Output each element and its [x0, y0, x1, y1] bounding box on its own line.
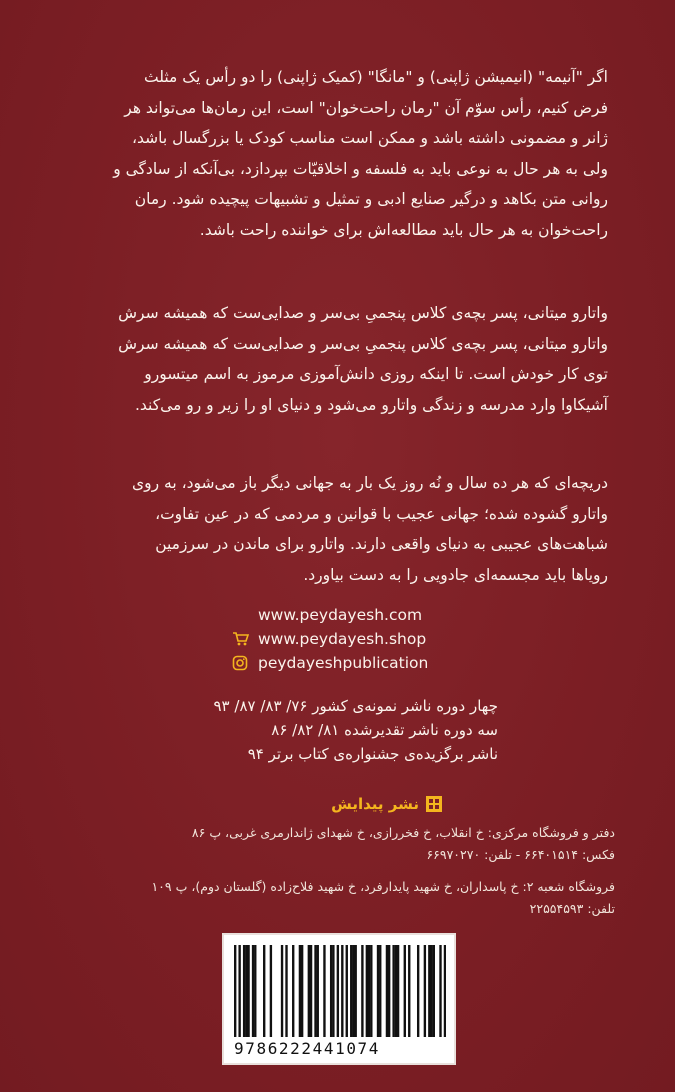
barcode-bar: [361, 945, 363, 1037]
story-paragraph: [68, 298, 608, 420]
text-line: واتارو میتانی، پسر بچه‌ی کلاس پنجمیِ بی‌سر و صدایی‌ست که همیشه سرش: [118, 304, 608, 322]
barcode-bar: [285, 945, 287, 1037]
barcode-bar: [439, 945, 441, 1037]
instagram-handle[interactable]: peydayeshpublication: [258, 654, 429, 672]
address-line: دفتر و فروشگاه مرکزی: خ انقلاب، خ فخررازی، خ شهدای ژاندارمری غربی، پ ۸۶: [191, 825, 615, 840]
barcode-bar: [350, 945, 352, 1037]
barcode-bar: [330, 945, 332, 1037]
award-line: ناشر برگزیده‌ی جشنواره‌ی کتاب برتر ۹۴: [247, 745, 498, 763]
barcode-bar: [252, 945, 254, 1037]
website-url[interactable]: www.peydayesh.com: [258, 606, 423, 624]
barcode-bar: [368, 945, 370, 1037]
barcode-bars: [234, 945, 446, 1037]
intro-paragraph: [68, 62, 608, 245]
barcode-bar: [234, 945, 236, 1037]
barcode-bar: [444, 945, 446, 1037]
barcode-bar: [379, 945, 381, 1037]
isbn-barcode: [222, 933, 456, 1065]
text-line: واتارو گشوده شده؛ جهانی عجیب با قوانین و مردمی که در عین تفاوت،: [155, 504, 608, 523]
publisher-name: نشر پیدایش: [331, 795, 419, 813]
barcode-bar: [392, 945, 394, 1037]
barcode-bar: [355, 945, 357, 1037]
publisher-awards: [78, 694, 498, 766]
text-line: آشیکاوا وارد مدرسه و زندگی واتارو می‌شود و دنیای او را زیر و رو می‌کند.: [134, 395, 608, 414]
instagram-icon: [232, 655, 252, 671]
barcode-bar: [388, 945, 390, 1037]
barcode-bar: [395, 945, 397, 1037]
barcode-bar: [323, 945, 325, 1037]
text-line: اگر "آنیمه" (انیمیشن ژاپنی) و "مانگا" (کمیک ژاپنی) را دو رأس یک مثلث: [143, 68, 608, 86]
main-store-address: [55, 822, 615, 866]
barcode-bar: [301, 945, 303, 1037]
barcode-bar: [247, 945, 249, 1037]
barcode-bar: [317, 945, 319, 1037]
barcode-bar: [417, 945, 419, 1037]
text-line: شباهت‌های عجیبی به دنیای واقعی دارند. واتارو برای ماندن در سرزمین: [155, 535, 608, 553]
barcode-bar: [310, 945, 312, 1037]
barcode-bar: [308, 945, 310, 1037]
address-line: فروشگاه شعبه ۲: خ پاسداران، خ شهید پایدارفرد، خ شهید فلاح‌زاده (گلستان دوم)، پ ۱۰۹: [151, 879, 615, 894]
barcode-bar: [245, 945, 247, 1037]
isbn-number: 9786222441074: [234, 1039, 381, 1058]
text-line: ولی به هر حال به نوعی باید به فلسفه و اخلاقیّات بپردازد، بی‌آنکه از سادگی و: [113, 159, 608, 178]
text-line: راحت‌خوان به هر حال باید مطالعه‌اش برای خواننده راحت باشد.: [199, 220, 608, 239]
barcode-bar: [430, 945, 432, 1037]
text-line: رویاها باید مجسمه‌ای جادویی را به دست بیاورد.: [303, 565, 608, 584]
barcode-bar: [292, 945, 294, 1037]
barcode-bar: [238, 945, 240, 1037]
text-line: واتارو میتانی، پسر بچه‌ی کلاس پنجمیِ بی‌سر و صدایی‌ست که همیشه سرش: [118, 334, 608, 353]
branch-store-address: [55, 876, 615, 920]
publisher-links: [232, 603, 462, 675]
barcode-bar: [386, 945, 388, 1037]
plot-paragraph: [68, 468, 608, 590]
barcode-bar: [370, 945, 372, 1037]
barcode-bar: [314, 945, 316, 1037]
barcode-bar: [299, 945, 301, 1037]
award-line: چهار دوره ناشر نمونه‌ی کشور ۷۶/ ۸۳/ ۸۷/ ۹۳: [213, 697, 498, 715]
barcode-bar: [254, 945, 256, 1037]
barcode-bar: [337, 945, 339, 1037]
barcode-bar: [433, 945, 435, 1037]
barcode-bar: [352, 945, 354, 1037]
publisher-logo-icon: [425, 795, 443, 813]
barcode-bar: [377, 945, 379, 1037]
cart-icon: [232, 631, 252, 647]
barcode-bar: [243, 945, 245, 1037]
barcode-bar: [404, 945, 406, 1037]
barcode-bar: [332, 945, 334, 1037]
barcode-bar: [424, 945, 426, 1037]
publisher-brand: [331, 795, 443, 813]
shop-url[interactable]: www.peydayesh.shop: [258, 630, 427, 648]
barcode-bar: [281, 945, 283, 1037]
text-line: روانی متن بکاهد و درگیر صنایع ادبی و تمثیل و تشبیهات پیچیده شود. رمان: [134, 190, 608, 208]
barcode-bar: [346, 945, 348, 1037]
text-line: دریچه‌ای که هر ده سال و نُه روز یک بار به جهانی دیگر باز می‌شود، به روی: [132, 474, 608, 492]
instagram-link[interactable]: [232, 651, 462, 675]
barcode-bar: [366, 945, 368, 1037]
contact-line: فکس: ۶۶۴۰۱۵۱۴ - تلفن: ۶۶۹۷۰۲۷۰: [426, 847, 615, 862]
barcode-bar: [397, 945, 399, 1037]
barcode-bar: [341, 945, 343, 1037]
text-line: ژانر و مضمونی داشته باشد و ممکن است مناسب کودک یا بزرگسال باشد،: [132, 129, 608, 147]
contact-line: تلفن: ۲۲۵۵۴۵۹۳: [529, 901, 615, 916]
barcode-bar: [428, 945, 430, 1037]
website-link[interactable]: [232, 603, 462, 627]
barcode-bar: [270, 945, 272, 1037]
text-line: توی کار خودش است. تا اینکه روزی دانش‌آموزی مرموز به اسم میتسورو: [144, 365, 608, 383]
award-line: سه دوره ناشر تقدیرشده ۸۱/ ۸۲/ ۸۶: [271, 721, 498, 739]
shop-link[interactable]: [232, 627, 462, 651]
text-line: فرض کنیم، رأس سوّم آن "رمان راحت‌خوان" است، این رمان‌ها می‌تواند هر: [124, 98, 608, 117]
barcode-bar: [408, 945, 410, 1037]
barcode-bar: [263, 945, 265, 1037]
